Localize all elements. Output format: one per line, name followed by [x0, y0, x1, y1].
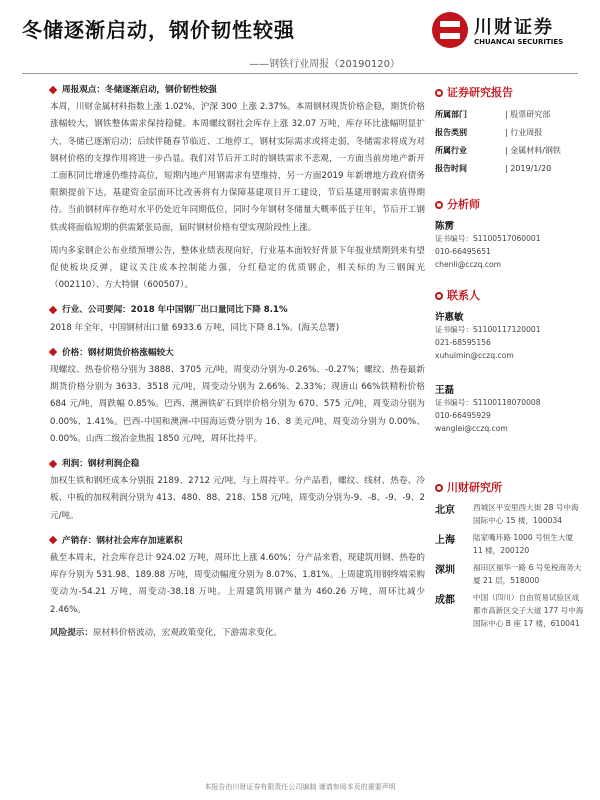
- page-footer: 本报告由川财证券有限责任公司编制 谨请参阅本页的重要声明: [204, 783, 396, 791]
- risk-label: 风险提示：: [50, 627, 93, 638]
- circle-bullet-icon: [435, 292, 443, 300]
- paragraph: 本周，川财金属材料指数上涨 1.02%，沪深 300 上涨 2.37%。本周钢材现货价格企稳，期货价格涨幅较大，钢铁整体需求保持稳健。本周螺纹钢社会库存上涨 32.07 万吨，库存环比涨幅明显扩大，冬储已逐渐启动；后续伴随春节临近、工地停工，钢材实际需求或将走弱，冬储需求将成为对钢材价格的支撑作用将进一步凸显。我们对节后开工时的钢铁需求不悲观，一方面当前房地产新开工面积同比增速仍维持高位，短期内地产用钢需求有望维持，另一方面2019 年新增地方政府债务限额提前下达，基建资金层面环比改善将有力保障基建项目开工建设，节后基建用钢需求值得期待。当前钢材库存绝对水平仍处近年同期低位，同时今年钢材冬储量大概率低于往年，节后开工钢铁或将面临短期的供需紧张局面，届时钢材价格有望实现阶段性上涨。: [50, 102, 425, 233]
- section-heading: 利润：钢材利润企稳: [50, 456, 425, 473]
- paragraph: 截至本周末，社会库存总计 924.02 万吨，周环比上涨 4.60%；分产品来看，现建筑用钢、热卷的库存分别为 531.98、189.88 万吨，周变动幅度分别为 8.07%、1.81%。上周建筑用钢终端采购变动为-54.21 万吨，周变动-38.18 万吨。上周建筑用钢产量为 460.26 万吨，周环比减少 2.46%。: [50, 553, 425, 615]
- section-inventory: [50, 533, 425, 619]
- section-heading: 周报观点：冬储逐渐启动，钢价韧性较强: [50, 82, 425, 99]
- sidebar-heading-institute: 川财研究所: [435, 479, 585, 495]
- analyst-name: 陈雳: [435, 221, 455, 232]
- risk-text: 原材料价格波动，宏观政策变化，下游需求变化。: [92, 627, 283, 638]
- analyst-cert: 证书编号：S1100517060001: [435, 234, 541, 243]
- logo-mark-icon: [432, 12, 468, 48]
- contact-name: 许惠敏: [435, 312, 464, 323]
- info-row: 所属行业 | 金属材料/钢铁: [435, 146, 561, 155]
- info-row: 所属部门 | 股票研究部: [435, 110, 551, 119]
- contact-email[interactable]: wanglei@cczq.com: [435, 424, 508, 433]
- contact-email[interactable]: xuhuimin@cczq.com: [435, 351, 514, 360]
- diamond-bullet-icon: [49, 348, 57, 356]
- circle-bullet-icon: [435, 89, 443, 97]
- info-row: 报告类别 | 行业周报: [435, 128, 543, 137]
- paragraph: 周内多家钢企公布业绩预增公告，整体业绩表现向好，行业基本面较好背景下年报业绩期到来有望促使板块反弹，建议关注成本控制能力强，分红稳定的优质钢企，相关标的为三钢闽光（002110）、方大特钢（600507）。: [50, 245, 425, 291]
- sidebar-heading-report: 证券研究报告: [435, 84, 585, 100]
- report-subtitle: ——钢铁行业周报（20190120）: [249, 59, 400, 70]
- address-row: 深圳 福田区福华一路 6 号免税商务大厦 21 层，518000: [435, 563, 582, 585]
- circle-bullet-icon: [435, 484, 443, 492]
- diamond-bullet-icon: [49, 459, 57, 467]
- sidebar-heading-analyst: 分析师: [435, 196, 585, 212]
- main-content: [50, 80, 425, 642]
- diamond-bullet-icon: [49, 306, 57, 314]
- contact-cert: 证书编号：S1100118070008: [435, 398, 541, 407]
- info-row: 报告时间 | 2019/1/20: [435, 164, 552, 173]
- logo-en-text: CHUANCAI SECURITIES: [474, 38, 564, 46]
- report-title: 冬储逐渐启动，钢价韧性较强: [22, 18, 295, 42]
- diamond-bullet-icon: [49, 536, 57, 544]
- section-price: [50, 345, 425, 448]
- section-view: [50, 82, 425, 294]
- contact-phone: 010-66495929: [435, 411, 491, 420]
- risk-warning: [50, 625, 425, 642]
- section-heading: 产销存：钢材社会库存加速累积: [50, 533, 425, 550]
- contact-name: 王磊: [435, 385, 455, 396]
- address-row: 成都 中国（四川）自由贸易试验区成都市高新区交子大道 177 号中海国际中心 B 座 17 楼，610041: [435, 593, 584, 628]
- section-heading: 行业、公司要闻：2018 年中国钢厂出口量同比下降 8.1%: [50, 302, 425, 319]
- contact-phone: 021-68595156: [435, 338, 491, 347]
- company-logo: [432, 12, 582, 52]
- analyst-phone: 010-66495651: [435, 247, 491, 256]
- section-heading: 价格：钢材期货价格涨幅较大: [50, 345, 425, 362]
- paragraph: 现螺纹、热卷价格分别为 3888、3705 元/吨，周变动分别为-0.26%、-0.27%；螺纹、热卷最新期货价格分别为 3633、3518 元/吨，周变动分别为 2.66%、2.33%；现唐山 66%铁精粉价格 684 元/吨，周跌幅 0.85%。巴西、澳洲铁矿石到岸价格分别为 670、575 元/吨，周变动分别为 0.00%、1.41%。巴西-中国和澳洲-中国海运费分别为 16、8 美元/吨，周变动分别为 0.00%、0.00%。山西二级冶金焦报 1850 元/吨，周环比持平。: [50, 365, 425, 444]
- address-row: 上海 陆家嘴环路 1000 号恒生大厦 11 楼，200120: [435, 533, 574, 555]
- paragraph: 加权生铁和钢坯成本分别报 2189、2712 元/吨，与上周持平。分产品看，螺纹、线材、热卷、冷板、中板的加权利润分别为 413、480、88、218、158 元/吨，周变动分别为-9、-8、-9、-9、2 元/吨。: [50, 476, 425, 521]
- section-profit: [50, 456, 425, 525]
- logo-cn-text: 川财证券: [474, 17, 554, 38]
- circle-bullet-icon: [435, 201, 443, 209]
- address-row: 北京 西城区平安里西大街 28 号中海国际中心 15 楼，100034: [435, 503, 579, 525]
- diamond-bullet-icon: [49, 85, 57, 93]
- paragraph: 2018 年全年，中国钢材出口量 6933.6 万吨，同比下降 8.1%。(海关总署): [50, 322, 340, 333]
- contact-cert: 证书编号：S1100117120001: [435, 325, 541, 334]
- header-divider: [22, 73, 578, 74]
- sidebar: [435, 80, 585, 630]
- sidebar-heading-contact: 联系人: [435, 287, 585, 303]
- analyst-email[interactable]: chenli@cczq.com: [435, 260, 502, 269]
- section-news: [50, 302, 425, 336]
